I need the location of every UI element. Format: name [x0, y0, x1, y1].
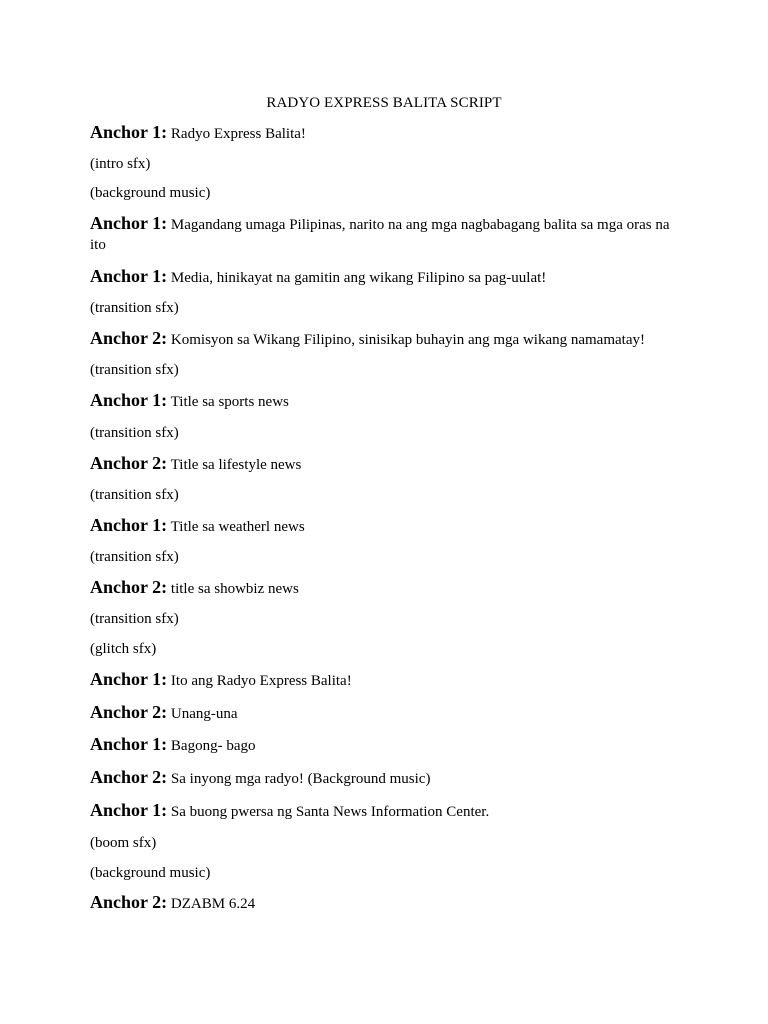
speaker-label: Anchor 2:: [90, 328, 168, 348]
line-text: Title sa sports news: [170, 394, 289, 410]
script-line: [90, 833, 680, 853]
script-line: [90, 577, 680, 599]
script-line: [90, 360, 680, 380]
line-text: Sa buong pwersa ng Santa News Information Center.: [170, 804, 490, 820]
speaker-label: Anchor 2:: [90, 702, 168, 722]
speaker-label: Anchor 1:: [90, 669, 168, 689]
line-text: (boom sfx): [90, 835, 157, 851]
script-line: [90, 702, 680, 724]
script-line: [90, 154, 680, 174]
script-line: [90, 213, 680, 255]
line-text: (background music): [90, 865, 211, 881]
speaker-label: Anchor 2:: [90, 453, 168, 473]
script-line: [90, 669, 680, 691]
speaker-label: Anchor 2:: [90, 577, 168, 597]
script-line: [90, 609, 680, 629]
script-line: [90, 453, 680, 475]
script-line: [90, 515, 680, 537]
script-line: [90, 734, 680, 756]
line-text: Unang-una: [170, 706, 238, 722]
document-title: RADYO EXPRESS BALITA SCRIPT: [266, 95, 502, 111]
script-line: [90, 390, 680, 412]
script-line: [90, 122, 680, 144]
speaker-label: Anchor 1:: [90, 800, 168, 820]
speaker-label: Anchor 1:: [90, 515, 168, 535]
script-line: [90, 863, 680, 883]
line-text: (intro sfx): [90, 156, 151, 172]
line-text: Sa inyong mga radyo! (Background music): [170, 771, 431, 787]
line-text: (transition sfx): [90, 362, 179, 378]
script-line: [90, 298, 680, 318]
speaker-label: Anchor 2:: [90, 767, 168, 787]
line-text: Ito ang Radyo Express Balita!: [170, 673, 352, 689]
script-line: [90, 423, 680, 443]
line-text: (background music): [90, 185, 211, 201]
line-text: Title sa lifestyle news: [170, 457, 302, 473]
script-line: [90, 183, 680, 203]
script-line: [90, 639, 680, 659]
speaker-label: Anchor 1:: [90, 390, 168, 410]
speaker-label: Anchor 1:: [90, 122, 168, 142]
line-text: Komisyon sa Wikang Filipino, sinisikap buhayin ang mga wikang namamatay!: [170, 332, 645, 348]
speaker-label: Anchor 1:: [90, 213, 168, 233]
line-text: DZABM 6.24: [170, 896, 256, 912]
script-line: [90, 547, 680, 567]
speaker-label: Anchor 1:: [90, 734, 168, 754]
script-line: [90, 800, 680, 822]
script-line: [90, 767, 680, 789]
line-text: (transition sfx): [90, 425, 179, 441]
line-text: Magandang umaga Pilipinas, narito na ang mga nagbabagang balita sa mga oras na ito: [90, 217, 670, 253]
script-line: [90, 328, 680, 350]
line-text: (transition sfx): [90, 611, 179, 627]
script-line: [90, 892, 680, 914]
line-text: Title sa weatherl news: [170, 519, 305, 535]
line-text: (glitch sfx): [90, 641, 157, 657]
line-text: Radyo Express Balita!: [170, 126, 306, 142]
line-text: title sa showbiz news: [170, 581, 299, 597]
line-text: (transition sfx): [90, 487, 179, 503]
speaker-label: Anchor 1:: [90, 266, 168, 286]
script-line: [90, 266, 680, 288]
line-text: Media, hinikayat na gamitin ang wikang Filipino sa pag-uulat!: [170, 270, 547, 286]
line-text: Bagong- bago: [170, 738, 256, 754]
line-text: (transition sfx): [90, 300, 179, 316]
speaker-label: Anchor 2:: [90, 892, 168, 912]
line-text: (transition sfx): [90, 549, 179, 565]
script-line: [90, 485, 680, 505]
